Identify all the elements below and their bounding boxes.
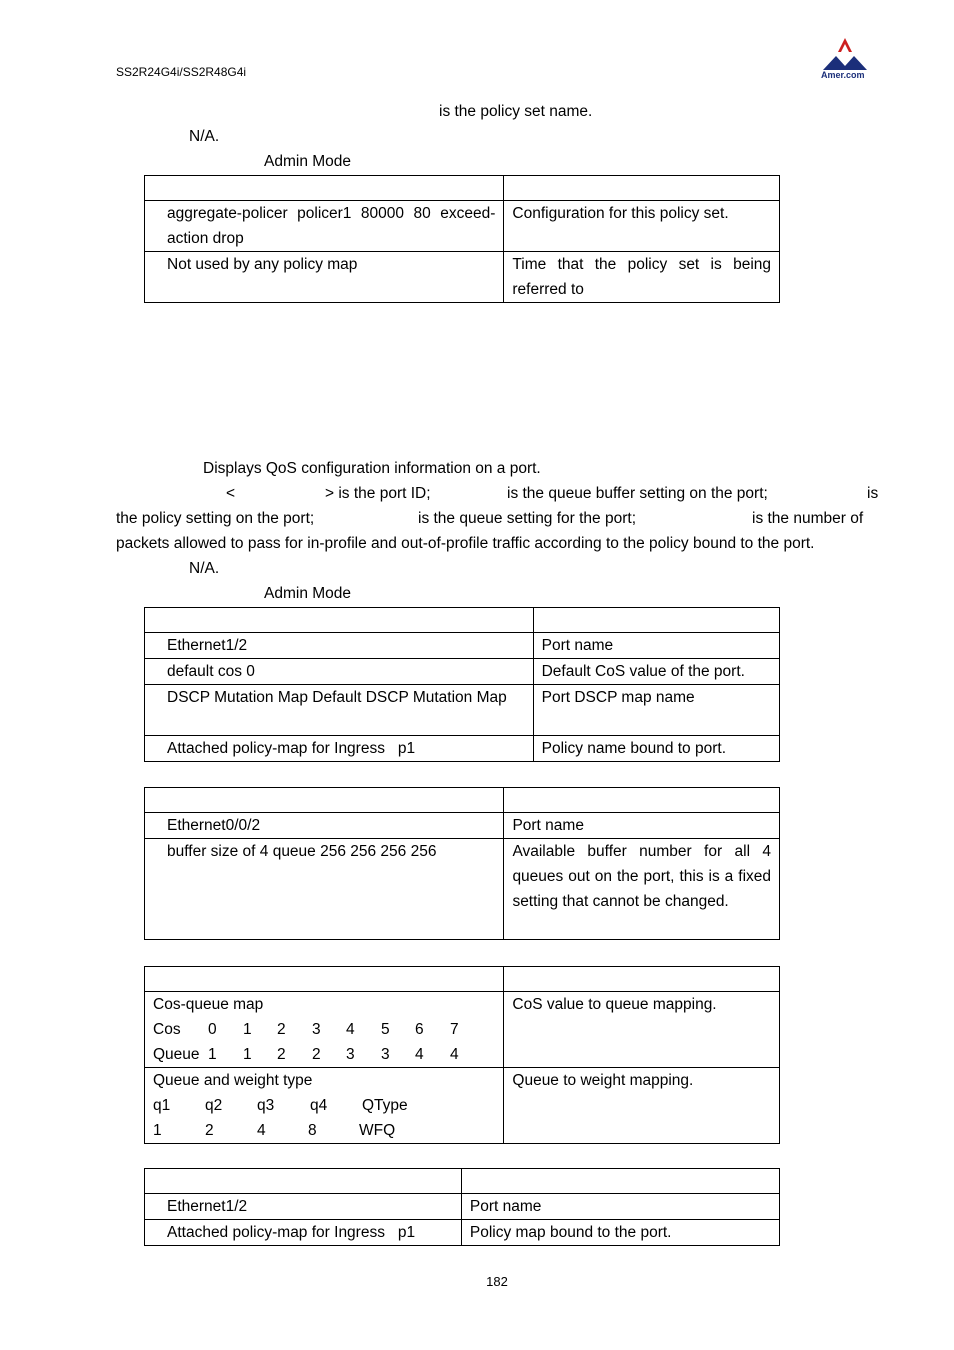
weight-value-row [153,1118,495,1143]
table-cell: Attached policy-map for Ingress p1 [145,736,534,762]
weight-value: 1 [153,1122,162,1139]
qos-port-table [144,607,780,762]
cos-label: Cos [153,1021,181,1038]
table-cell: Available buffer number for all 4 queues out on the port, this is a fixed setting that cannot be changed. [504,839,780,940]
queue-value: 1 [208,1046,217,1063]
parameter-text: is the queue setting for the port; [418,510,636,527]
table-cell: Policy name bound to port. [533,736,779,762]
table-row [145,633,780,659]
cos-value: 1 [243,1021,252,1038]
queue-value: 2 [312,1046,321,1063]
table-cell: Time that the policy set is being referred to [504,252,780,303]
table-row [145,685,780,736]
queue-buffer-table [144,787,780,940]
weight-header: q2 [205,1097,223,1114]
logo-icon [818,36,878,82]
table-cell: DSCP Mutation Map Default DSCP Mutation Map [145,685,534,736]
table-cell: Ethernet1/2 [145,633,534,659]
default-text: N/A. [189,128,220,145]
table-header-row [145,608,780,633]
table-header-row [145,967,780,992]
cos-value: 2 [277,1021,286,1038]
queue-value: 4 [415,1046,424,1063]
weight-header: q1 [153,1097,171,1114]
table-cell: Ethernet0/0/2 [145,813,504,839]
parameter-text: is the policy set name. [439,103,593,120]
table-cell: CoS value to queue mapping. [504,992,780,1068]
cos-value: 3 [312,1021,321,1038]
table-header-row [145,1169,780,1194]
weight-value: 8 [308,1122,317,1139]
table-cell: Ethernet1/2 [145,1194,462,1220]
table-row [145,813,780,839]
table-cell: Attached policy-map for Ingress p1 [145,1220,462,1246]
parameter-text: the policy setting on the port; [116,510,315,527]
table-row [145,839,780,940]
cos-value: 0 [208,1021,217,1038]
table-cell: Configuration for this policy set. [504,201,780,252]
table-header-row [145,176,780,201]
amer-logo [818,36,878,82]
weight-header: q3 [257,1097,275,1114]
table-cell: default cos 0 [145,659,534,685]
table-cell: Port name [461,1194,779,1220]
cos-value: 7 [450,1021,459,1038]
parameter-text: is the queue buffer setting on the port; [507,485,768,502]
function-text: Displays QoS configuration information on a port. [203,460,541,477]
parameter-text: > is the port ID; [325,485,431,502]
weight-header-row [153,1093,495,1118]
table-cell: Port name [504,813,780,839]
weight-value: 4 [257,1122,266,1139]
weight-value: WFQ [359,1122,396,1139]
policy-set-table [144,175,780,303]
queue-weight-title: Queue and weight type [153,1072,313,1089]
table-cell: Policy map bound to the port. [461,1220,779,1246]
command-mode-text: Admin Mode [264,585,352,602]
table-cell: buffer size of 4 queue 256 256 256 256 [145,839,504,940]
policy-map-table [144,1168,780,1246]
weight-value: 2 [205,1122,214,1139]
cos-value: 6 [415,1021,424,1038]
page-number: 182 [486,1274,508,1289]
table-row [145,736,780,762]
table-row [145,201,780,252]
svg-text:Amer.com: Amer.com [821,70,865,80]
weight-header: QType [362,1097,408,1114]
table-row [145,1194,780,1220]
table-row [145,659,780,685]
table-cell: Port name [533,633,779,659]
table-cell: aggregate-policer policer1 80000 80 exceed-action drop [145,201,504,252]
table-cell [145,992,504,1068]
queue-map-table [144,966,780,1144]
parameter-text: is [867,485,879,502]
queue-value: 1 [243,1046,252,1063]
table-header-row [145,788,780,813]
table-cell [145,1068,504,1144]
document-title: SS2R24G4i/SS2R48G4i [116,65,247,79]
table-cell: Not used by any policy map [145,252,504,303]
table-row [145,992,780,1068]
command-mode-text: Admin Mode [264,153,352,170]
table-row [145,252,780,303]
weight-header: q4 [310,1097,328,1114]
queue-value: 3 [346,1046,355,1063]
parameter-text: packets allowed to pass for in-profile and out-of-profile traffic according to the policy bound to the port. [116,535,815,552]
cos-value: 5 [381,1021,390,1038]
cos-queue-map-title: Cos-queue map [153,996,264,1013]
queue-value: 3 [381,1046,390,1063]
parameter-text: < [226,485,236,502]
queue-value: 2 [277,1046,286,1063]
queue-label: Queue [153,1046,200,1063]
table-row [145,1068,780,1144]
queue-value: 4 [450,1046,459,1063]
cos-row [153,1017,495,1042]
cos-value: 4 [346,1021,355,1038]
table-cell: Default CoS value of the port. [533,659,779,685]
queue-row [153,1042,495,1067]
parameter-text: is the number of [752,510,864,527]
table-cell: Queue to weight mapping. [504,1068,780,1144]
table-cell: Port DSCP map name [533,685,779,736]
default-text: N/A. [189,560,220,577]
table-row [145,1220,780,1246]
